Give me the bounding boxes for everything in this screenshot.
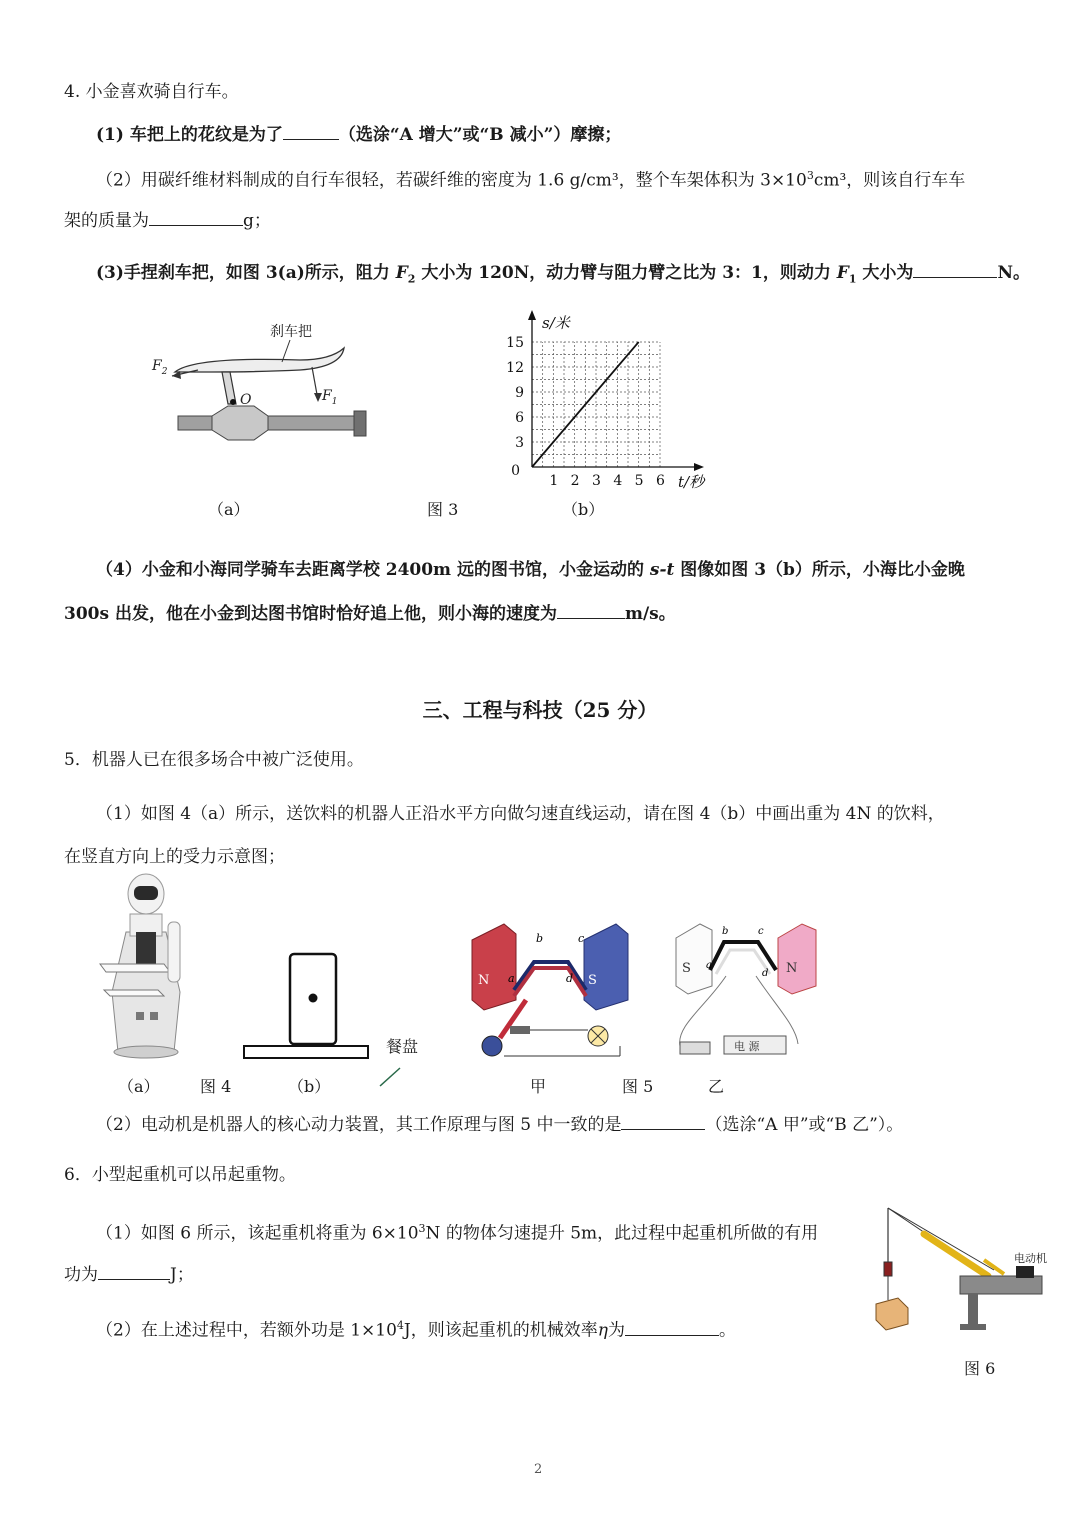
x-tick-label: 3	[592, 473, 601, 489]
fig6-caption: 图 6	[964, 1359, 996, 1378]
q6-part1-line1: （1）如图 6 所示，该起重机将重为 $6\times 10^3N$ 的物体匀速提升 5m，此过程中起重机所做的有用	[96, 1222, 819, 1244]
q6-part1-line2: 功为 J；	[64, 1261, 194, 1287]
answer-blank-q4-4[interactable]	[557, 600, 625, 619]
fig5-yi-caption: 乙	[708, 1077, 725, 1096]
q5-part2: （2）电动机是机器人的核心动力装置，其工作原理与图 5 中一致的是 （选涂“A 甲”或“B 乙”）。	[96, 1111, 903, 1137]
x-tick-label: 6	[656, 473, 665, 489]
fig5-yi-label-d: d	[762, 968, 769, 979]
figure5-yi-motor-setup	[666, 916, 826, 1070]
fig5-jia-label-a: a	[508, 972, 515, 985]
fig4b-caption: （b）	[288, 1077, 331, 1096]
fig5-jia-label-c: c	[578, 932, 585, 945]
answer-blank-q6-2[interactable]	[625, 1317, 719, 1336]
q4-part4-line1: （4）小金和小海同学骑车去距离学校 2400m 远的图书馆，小金运动的 s-t 图像如图 3（b）所示，小海比小金晚	[96, 560, 965, 580]
fig5-yi-S-pole: S	[682, 961, 691, 976]
y-axis-label: s/米	[542, 314, 570, 332]
origin-label: 0	[511, 463, 520, 479]
section-title: 三、工程与科技（25 分）	[422, 698, 658, 722]
q5-part1-line1: （1）如图 4（a）所示，送饮料的机器人正沿水平方向做匀速直线运动，请在图 4（b）中画出重为 4N 的饮料，	[96, 804, 945, 824]
figure3a-brake-lever	[150, 320, 380, 445]
label-O: O	[240, 392, 252, 408]
figure4b-cup-on-tray	[240, 950, 440, 1090]
fig5-jia-label-b: b	[536, 932, 544, 945]
y-tick-label: 12	[506, 360, 524, 376]
q5-part1-line2: 在竖直方向上的受力示意图；	[64, 847, 285, 867]
q4-part1: (1) 车把上的花纹是为了 （选涂“A 增大”或“B 减小”）摩擦；	[96, 121, 621, 147]
motor-label: 电动机	[1014, 1252, 1047, 1265]
fig3-caption: 图 3	[427, 500, 459, 519]
label-F2: $F_2$	[152, 358, 168, 377]
answer-blank-q4-1[interactable]	[283, 121, 339, 140]
figure4a-robot	[96, 872, 196, 1062]
y-tick-label: 6	[515, 410, 524, 426]
figure5-jia-electric-setup	[464, 920, 644, 1070]
answer-blank-q4-3[interactable]	[913, 259, 997, 278]
y-axis-arrow	[528, 310, 536, 320]
answer-blank-q4-2[interactable]	[149, 207, 243, 226]
tray-label: 餐盘	[386, 1037, 419, 1056]
q4-stem: 4. 小金喜欢骑自行车。	[64, 82, 239, 102]
figure6-crane	[864, 1200, 1054, 1340]
q6-stem: 6．小型起重机可以吊起重物。	[64, 1165, 296, 1185]
y-tick-label: 9	[515, 385, 524, 401]
label-F1: $F_1$	[322, 388, 338, 407]
fig4a-caption: （a）	[118, 1077, 160, 1096]
fig5-jia-caption: 甲	[530, 1077, 547, 1096]
x-tick-label: 1	[549, 473, 559, 489]
answer-blank-q5-2[interactable]	[621, 1111, 705, 1130]
fig3b-caption: （b）	[562, 500, 605, 519]
fig5-jia-S-pole: S	[588, 973, 597, 988]
y-tick-label: 3	[515, 435, 524, 451]
fig5-yi-label-b: b	[722, 926, 729, 937]
q4-part3: (3)手捏刹车把，如图 3(a)所示，阻力 $F_2$ 大小为 120N，动力臂与阻力臂之比为 3：1，则动力 $F_1$ 大小为 N。	[96, 259, 1030, 291]
x-tick-label: 2	[570, 473, 580, 489]
fig5-yi-label-a: a	[706, 960, 712, 971]
q4-part2-line1: （2）用碳纤维材料制成的自行车很轻，若碳纤维的密度为 1.6 g/cm³，整个车架体积为 $3\times 10^3cm^3$，则该自行车车	[96, 169, 966, 191]
fig5-jia-N-pole: N	[478, 973, 490, 988]
answer-blank-q6-1[interactable]	[98, 1261, 170, 1280]
y-tick-label: 15	[506, 335, 524, 351]
power-supply-label: 电 源	[734, 1040, 760, 1053]
fig5-jia-label-d: d	[566, 972, 574, 985]
x-axis-arrow	[694, 463, 704, 471]
q6-part2: （2）在上述过程中，若额外功是 $1\times 10^4J$，则该起重机的机械效率η为 。	[96, 1314, 736, 1343]
x-axis-label: t/秒	[678, 473, 705, 491]
fig5-yi-label-c: c	[758, 926, 764, 937]
fig5-yi-N-pole: N	[786, 961, 798, 976]
brake-lever-label: 刹车把	[270, 324, 312, 340]
q5-stem: 5．机器人已在很多场合中被广泛使用。	[64, 750, 364, 770]
x-tick-label: 5	[634, 473, 644, 489]
page-number: 2	[534, 1462, 543, 1477]
fig3a-caption: （a）	[208, 500, 250, 519]
x-tick-label: 4	[613, 473, 623, 489]
fig5-caption: 图 5	[622, 1077, 654, 1096]
figure3b-st-graph	[500, 310, 720, 495]
q4-part2-line2: 架的质量为 g；	[64, 207, 271, 233]
q4-part4-line2: 300s 出发，他在小金到达图书馆时恰好追上他，则小海的速度为 m/s。	[64, 600, 676, 626]
fig4-caption: 图 4	[200, 1077, 232, 1096]
